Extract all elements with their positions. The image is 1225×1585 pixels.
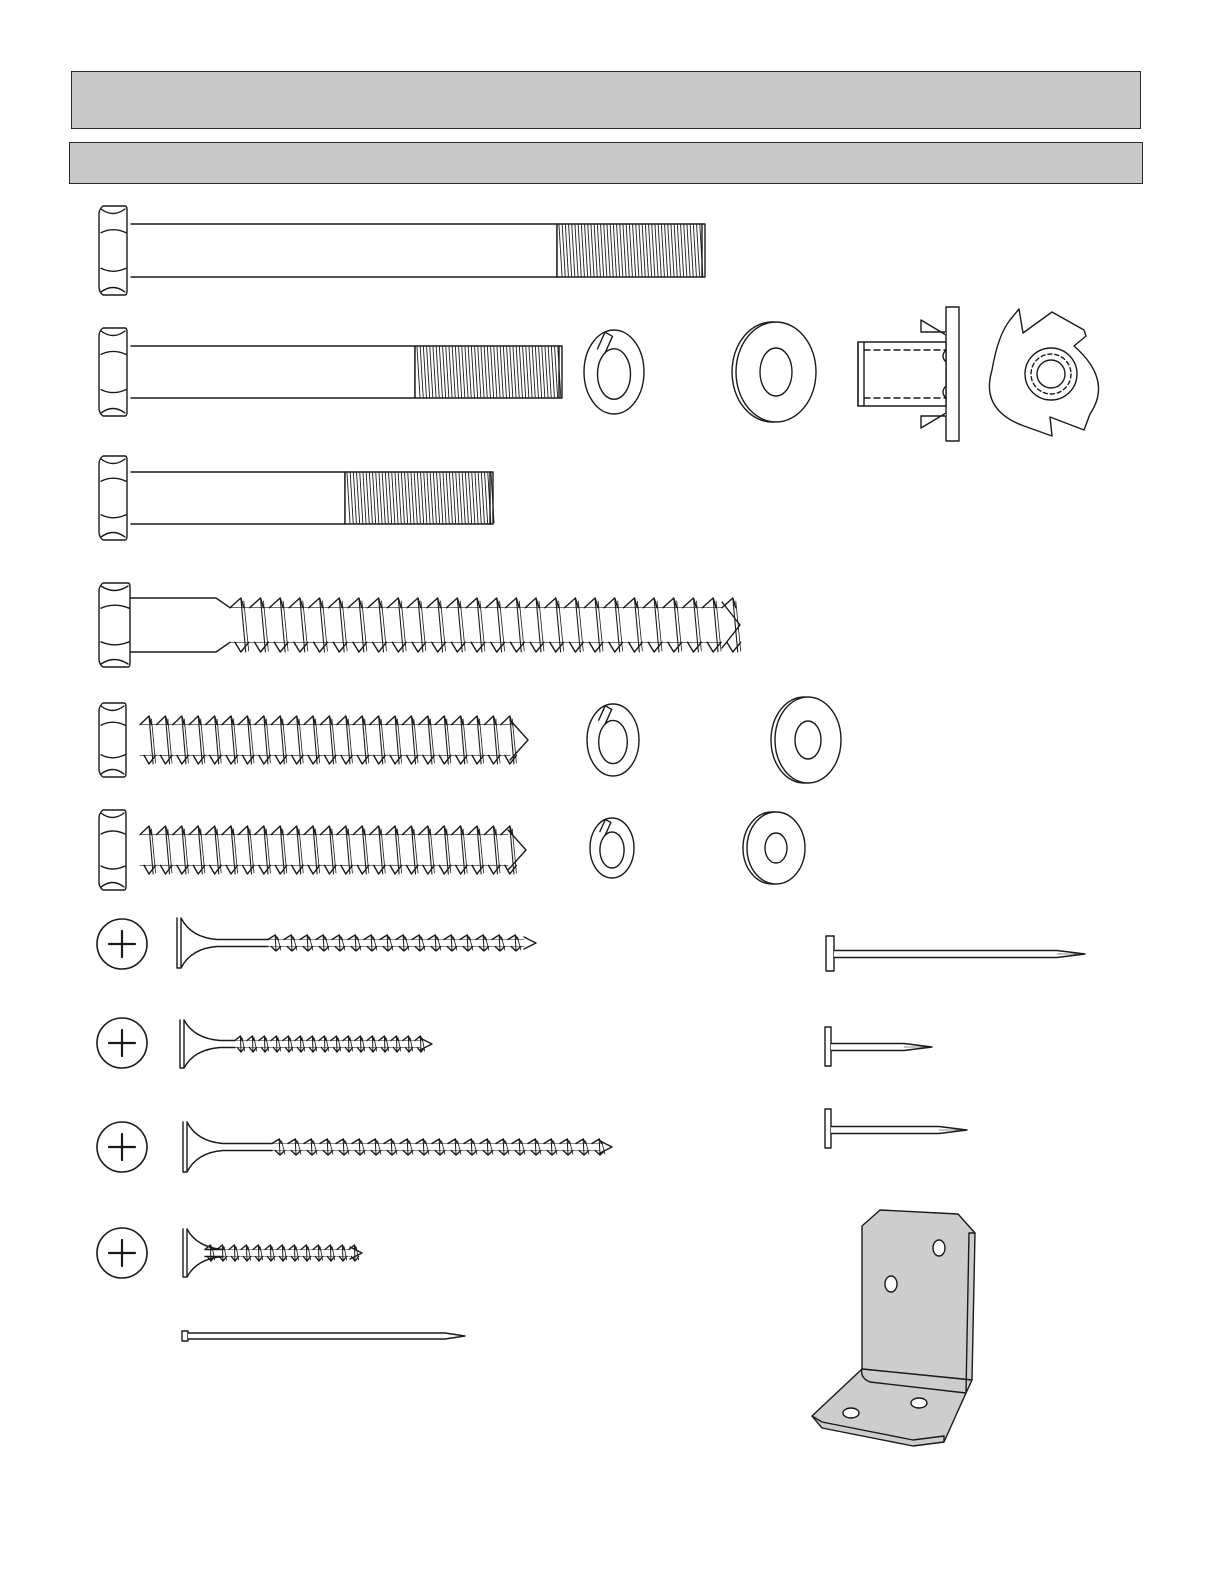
phillips-head-icon [97, 919, 147, 969]
hex-bolt-short [99, 456, 494, 540]
lag-screw-small [99, 810, 526, 890]
lock-washer-3 [590, 818, 634, 878]
nail-short-1 [825, 1027, 932, 1066]
nail-long [826, 936, 1085, 971]
phillips-screw-3 [183, 1122, 612, 1172]
nail-short-2 [825, 1109, 967, 1148]
phillips-head-icon [97, 1228, 147, 1278]
lag-screw-medium [99, 703, 528, 777]
phillips-screw-1 [177, 918, 536, 968]
phillips-head-icon [97, 1018, 147, 1068]
angle-bracket [812, 1210, 975, 1446]
flat-washer-3 [743, 812, 805, 884]
lock-washer-1 [584, 330, 644, 414]
nail-finish [182, 1331, 465, 1341]
hex-bolt-long [99, 206, 705, 295]
hex-bolt-medium [99, 328, 562, 416]
t-nut-side [858, 307, 959, 441]
lag-screw-large [99, 583, 741, 667]
flat-washer-2 [771, 697, 841, 783]
lock-washer-2 [587, 704, 639, 776]
flat-washer-1 [732, 322, 816, 422]
phillips-screw-2 [180, 1020, 432, 1068]
phillips-head-icon [97, 1122, 147, 1172]
t-nut-front [989, 309, 1098, 436]
phillips-screw-4 [183, 1229, 362, 1277]
